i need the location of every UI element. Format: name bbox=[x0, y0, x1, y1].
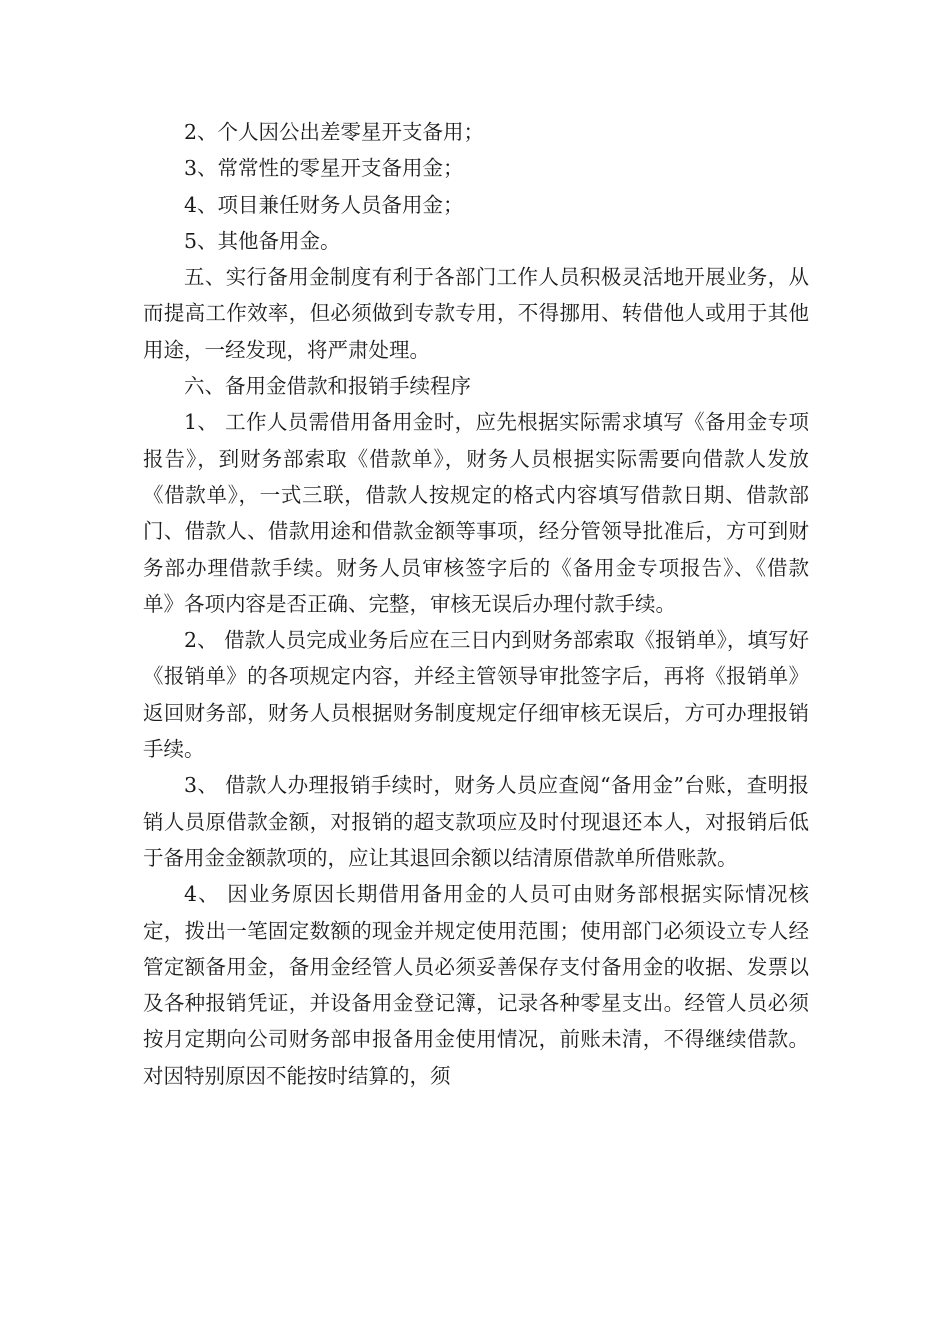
paragraph-section-5: 五、实行备用金制度有利于各部门工作人员积极灵活地开展业务，从而提高工作效率，但必须做到专款专用，不得挪用、转借他人或用于其他用途，一经发现，将严肃处理。 bbox=[143, 265, 809, 362]
paragraph-step-1: 1、 工作人员需借用备用金时，应先根据实际需求填写《备用金专项报告》，到财务部索取《借款单》，财务人员根据实际需要向借款人发放《借款单》，一式三联，借款人按规定的格式内容填写借款日期、借款部门、借款人、借款用途和借款金额等事项，经分管领导批准后，方可到财务部办理借款手续。财务人员审核签字后的《备用金专项报告》、《借款单》各项内容是否正确、完整，审核无误后办理付款手续。 bbox=[143, 410, 809, 616]
list-item: 3、常常性的零星开支备用金； bbox=[184, 156, 464, 181]
list-item: 2、个人因公出差零星开支备用； bbox=[184, 120, 485, 144]
paragraph-step-2: 2、 借款人员完成业务后应在三日内到财务部索取《报销单》，填写好《报销单》的各项规定内容，并经主管领导审批签字后，再将《报销单》返回财务部，财务人员根据财务制度规定仔细审核无误后，方可办理报销手续。 bbox=[143, 628, 809, 762]
document-body bbox=[143, 114, 809, 1094]
paragraph-step-3: 3、 借款人办理报销手续时，财务人员应查阅“备用金”台账，查明报销人员原借款金额，对报销的超支款项应及时付现退还本人，对报销后低于备用金金额款项的，应让其退回余额以结清原借款单所借账款。 bbox=[143, 773, 809, 870]
paragraph-step-4: 4、 因业务原因长期借用备用金的人员可由财务部根据实际情况核定，拨出一笔固定数额的现金并规定使用范围；使用部门必须设立专人经管定额备用金，备用金经管人员必须妥善保存支付备用金的收据、发票以及各种报销凭证，并设备用金登记簿，记录各种零星支出。经管人员必须按月定期向公司财务部申报备用金使用情况，前账未清，不得继续借款。对因特别原因不能按时结算的，须 bbox=[143, 882, 809, 1088]
section-6-heading: 六、备用金借款和报销手续程序 bbox=[184, 374, 471, 399]
list-item: 5、其他备用金。 bbox=[184, 228, 341, 253]
list-item: 4、项目兼任财务人员备用金； bbox=[184, 192, 464, 217]
